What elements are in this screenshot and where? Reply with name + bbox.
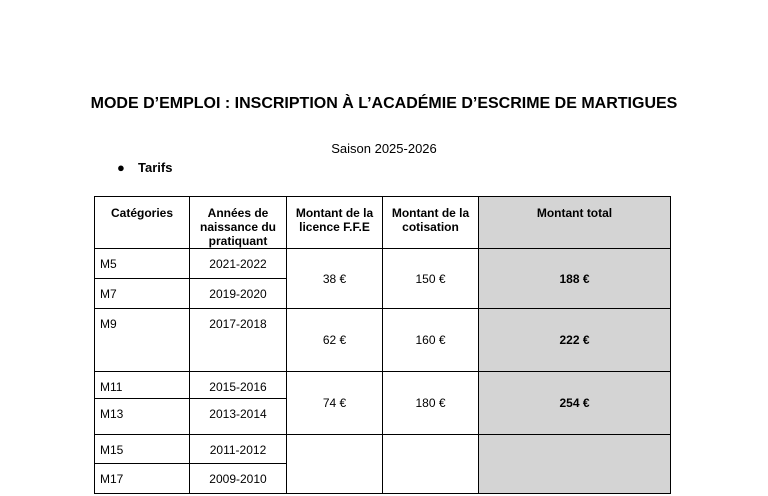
years-cell: 2015-2016 bbox=[190, 372, 287, 399]
total-cell: 188 € bbox=[479, 249, 671, 309]
years-cell: 2021-2022 bbox=[190, 249, 287, 279]
header-total-amount: Montant total bbox=[479, 197, 671, 249]
cotisation-cell: 150 € bbox=[383, 249, 479, 309]
category-cell: M5 bbox=[95, 249, 190, 279]
table-row bbox=[95, 309, 671, 372]
years-cell: 2019-2020 bbox=[190, 279, 287, 309]
section-heading-tarifs: Tarifs bbox=[138, 160, 173, 175]
table-row bbox=[95, 249, 671, 279]
category-cell: M17 bbox=[95, 464, 190, 494]
years-cell: 2017-2018 bbox=[190, 309, 287, 372]
header-categories: Catégories bbox=[95, 197, 190, 249]
table-header-row bbox=[95, 197, 671, 249]
section-bullet bbox=[117, 160, 172, 176]
season-subtitle: Saison 2025-2026 bbox=[331, 141, 437, 156]
category-cell: M11 bbox=[95, 372, 190, 399]
header-birth-years: Années de naissance du pratiquant bbox=[190, 197, 287, 249]
header-licence-amount: Montant de la licence F.F.E bbox=[287, 197, 383, 249]
page-title: MODE D’EMPLOI : INSCRIPTION À L’ACADÉMIE D’ESCRIME DE MARTIGUES bbox=[90, 95, 678, 112]
licence-cell: 74 € bbox=[287, 372, 383, 435]
total-cell: 222 € bbox=[479, 309, 671, 372]
category-cell: M9 bbox=[95, 309, 190, 372]
category-cell: M15 bbox=[95, 435, 190, 464]
licence-cell: 62 € bbox=[287, 309, 383, 372]
total-cell bbox=[479, 435, 671, 494]
bullet-icon: ● bbox=[117, 160, 125, 175]
category-cell: M13 bbox=[95, 399, 190, 435]
category-cell: M7 bbox=[95, 279, 190, 309]
years-cell: 2009-2010 bbox=[190, 464, 287, 494]
licence-cell: 38 € bbox=[287, 249, 383, 309]
cotisation-cell bbox=[383, 435, 479, 494]
years-cell: 2013-2014 bbox=[190, 399, 287, 435]
years-cell: 2011-2012 bbox=[190, 435, 287, 464]
table-row bbox=[95, 372, 671, 399]
table-row bbox=[95, 435, 671, 464]
cotisation-cell: 160 € bbox=[383, 309, 479, 372]
header-cotisation-amount: Montant de la cotisation bbox=[383, 197, 479, 249]
licence-cell bbox=[287, 435, 383, 494]
tarifs-table bbox=[94, 196, 671, 494]
cotisation-cell: 180 € bbox=[383, 372, 479, 435]
total-cell: 254 € bbox=[479, 372, 671, 435]
